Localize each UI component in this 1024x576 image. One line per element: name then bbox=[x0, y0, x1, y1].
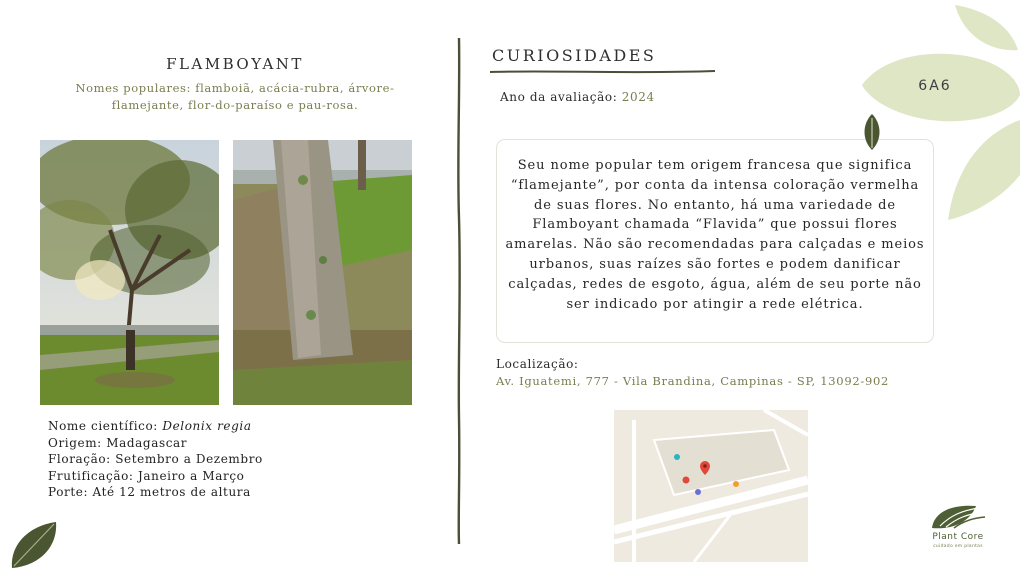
scientific-name-row bbox=[48, 418, 263, 435]
scientific-name-label: Nome científico: bbox=[48, 419, 163, 433]
location-map[interactable] bbox=[614, 410, 808, 562]
decorative-leaves bbox=[860, 0, 1024, 230]
plant-core-logo bbox=[918, 500, 998, 552]
fruiting-row: Frutificação: Janeiro a Março bbox=[48, 468, 245, 483]
logo-tagline: cuidado em plantas bbox=[933, 544, 983, 549]
flowering-row: Floração: Setembro a Dezembro bbox=[48, 452, 263, 466]
map-poi-marker bbox=[733, 481, 739, 487]
species-title: FLAMBOYANT bbox=[166, 55, 304, 73]
page-code-badge: 6A6 bbox=[918, 78, 952, 94]
popular-names: Nomes populares: flamboiã, acácia-rubra, árvore-flamejante, flor-do-paraíso e pau-rosa. bbox=[75, 81, 395, 112]
year-value: 2024 bbox=[621, 90, 655, 104]
origin-row: Origem: Madagascar bbox=[48, 435, 188, 450]
section-underline bbox=[490, 68, 715, 76]
section-title: CURIOSIDADES bbox=[492, 46, 657, 65]
map-poi-marker bbox=[674, 454, 680, 460]
logo-name: Plant Core bbox=[932, 532, 984, 542]
map-poi-marker bbox=[695, 489, 701, 495]
vertical-divider bbox=[455, 38, 463, 544]
assessment-year bbox=[500, 90, 655, 104]
location-label: Localização: bbox=[496, 357, 579, 371]
tree-trunk-photo bbox=[233, 140, 412, 405]
location-address: Av. Iguatemi, 777 - Vila Brandina, Campinas - SP, 13092-902 bbox=[496, 374, 889, 388]
logo-mark-icon bbox=[930, 502, 986, 530]
decorative-leaf-icon bbox=[8, 520, 60, 570]
scientific-name-value: Delonix regia bbox=[162, 419, 252, 433]
species-facts bbox=[48, 418, 263, 501]
tree-canopy-photo bbox=[40, 140, 219, 405]
size-row: Porte: Até 12 metros de altura bbox=[48, 485, 251, 499]
map-poi-marker bbox=[683, 477, 690, 484]
year-label: Ano da avaliação: bbox=[500, 90, 622, 104]
curiosity-text: Seu nome popular tem origem francesa que significa “flamejante”, por conta da intensa coloração vermelha de suas flores. No entanto, há uma variedade de Flamboyant chamada “Flavida” que possui flores amarelas. Não são recomendadas para calçadas e meios urbanos, suas raízes são fortes e podem danificar calçadas, redes de esgoto, água, além de seu porte não ser indicado por atingir a rede elétrica. bbox=[505, 158, 925, 312]
small-leaf-icon bbox=[860, 112, 884, 152]
